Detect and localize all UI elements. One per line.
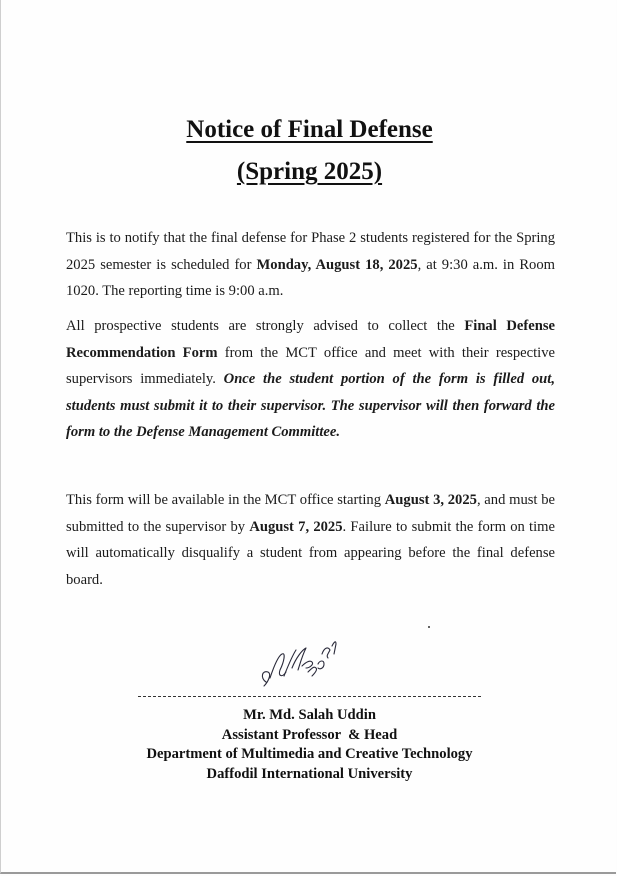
handwritten-signature [256, 632, 346, 692]
paragraph-deadlines: This form will be available in the MCT office starting August 3, 2025, and must be submitted to the supervisor by August 7, 2025. Failure to submit the form on time will automatically disqualify a student from appearing before the final defense board. [66, 492, 555, 588]
notice-subtitle: (Spring 2025) [236, 158, 383, 185]
signatory-position: Assistant Professor & Head [221, 726, 398, 743]
signatory-university: Daffodil International University [206, 765, 413, 782]
availability-date: August 3, 2025 [384, 492, 477, 508]
paragraph-schedule: This is to notify that the final defense for Phase 2 students registered for the Spring 2025 semester is scheduled for Monday, August 18, 2025, at 9:30 a.m. in Room 1020. The reporting time is 9:00 a.m. [66, 230, 555, 299]
submission-deadline: August 7, 2025 [249, 518, 343, 535]
defense-date: Monday, August 18, 2025 [256, 256, 418, 273]
signatory-block [1, 706, 617, 784]
form-name: Final Defense Recommendation Form [66, 318, 555, 361]
notice-title: Notice of Final Defense [186, 116, 433, 143]
signatory-name: Mr. Md. Salah Uddin [243, 707, 376, 723]
signatory-department: Department of Multimedia and Creative Technology [146, 746, 473, 762]
ink-dot [428, 626, 430, 628]
submission-instructions: Once the student portion of the form is filled out, students must submit it to their supervisor. The supervisor will then forward the form to the Defense Management Committee. [66, 371, 556, 440]
paragraph-instructions: All prospective students are strongly advised to collect the Final Defense Recommendation Form from the MCT office and meet with their respective supervisors immediately. Once the student portion of the form is filled out, students must submit it to their supervisor. The supervisor will then forward the form to the Defense Management Committee. [66, 318, 556, 440]
signature-line [138, 696, 481, 697]
